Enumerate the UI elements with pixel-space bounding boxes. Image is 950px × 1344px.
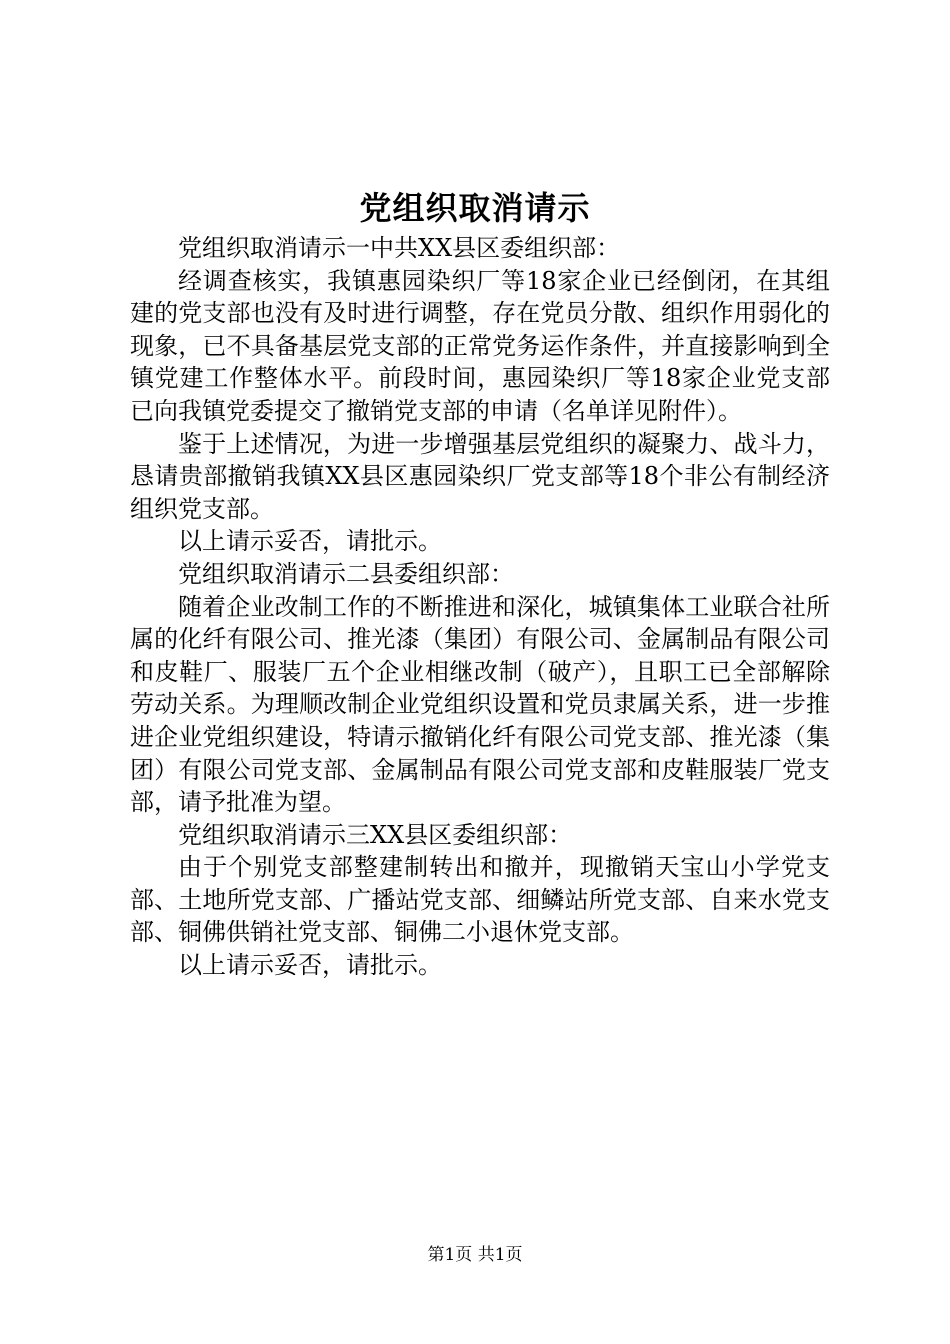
document-body: [130, 232, 830, 982]
paragraph-2: 鉴于上述情况，为进一步增强基层党组织的凝聚力、战斗力，恳请贵部撤销我镇XX县区惠园染织厂党支部等18个非公有制经济组织党支部。: [130, 429, 830, 523]
paragraph-3: 随着企业改制工作的不断推进和深化，城镇集体工业联合社所属的化纤有限公司、推光漆（集团）有限公司、金属制品有限公司和皮鞋厂、服装厂五个企业相继改制（破产），且职工已全部解除劳动关系。为理顺改制企业党组织设置和党员隶属关系，进一步推进企业党组织建设，特请示撤销化纤有限公司党支部、推光漆（集团）有限公司党支部、金属制品有限公司党支部和皮鞋服装厂党支部，请予批准为望。: [130, 592, 830, 817]
document-title: 党组织取消请示: [359, 189, 591, 227]
page-number-footer: 第1页 共1页: [427, 1245, 523, 1265]
paragraph-salutation-3: 党组织取消请示三XX县区委组织部：: [178, 820, 573, 849]
paragraph-salutation-1: 党组织取消请示一中共XX县区委组织部：: [178, 234, 621, 262]
paragraph-closing-2: 以上请示妥否，请批示。: [178, 951, 442, 980]
paragraph-salutation-2: 党组织取消请示二县委组织部：: [178, 559, 514, 588]
paragraph-4: 由于个别党支部整建制转出和撤并，现撤销天宝山小学党支部、土地所党支部、广播站党支部、细鳞站所党支部、自来水党支部、铜佛供销社党支部、铜佛二小退休党支部。: [130, 853, 830, 947]
paragraph-1: 经调查核实，我镇惠园染织厂等18家企业已经倒闭，在其组建的党支部也没有及时进行调整，存在党员分散、组织作用弱化的现象，已不具备基层党支部的正常党务运作条件，并直接影响到全镇党建工作整体水平。前段时间，惠园染织厂等18家企业党支部已向我镇党委提交了撤销党支部的申请（名单详见附件）。: [130, 266, 830, 425]
paragraph-closing-1: 以上请示妥否，请批示。: [178, 527, 442, 556]
